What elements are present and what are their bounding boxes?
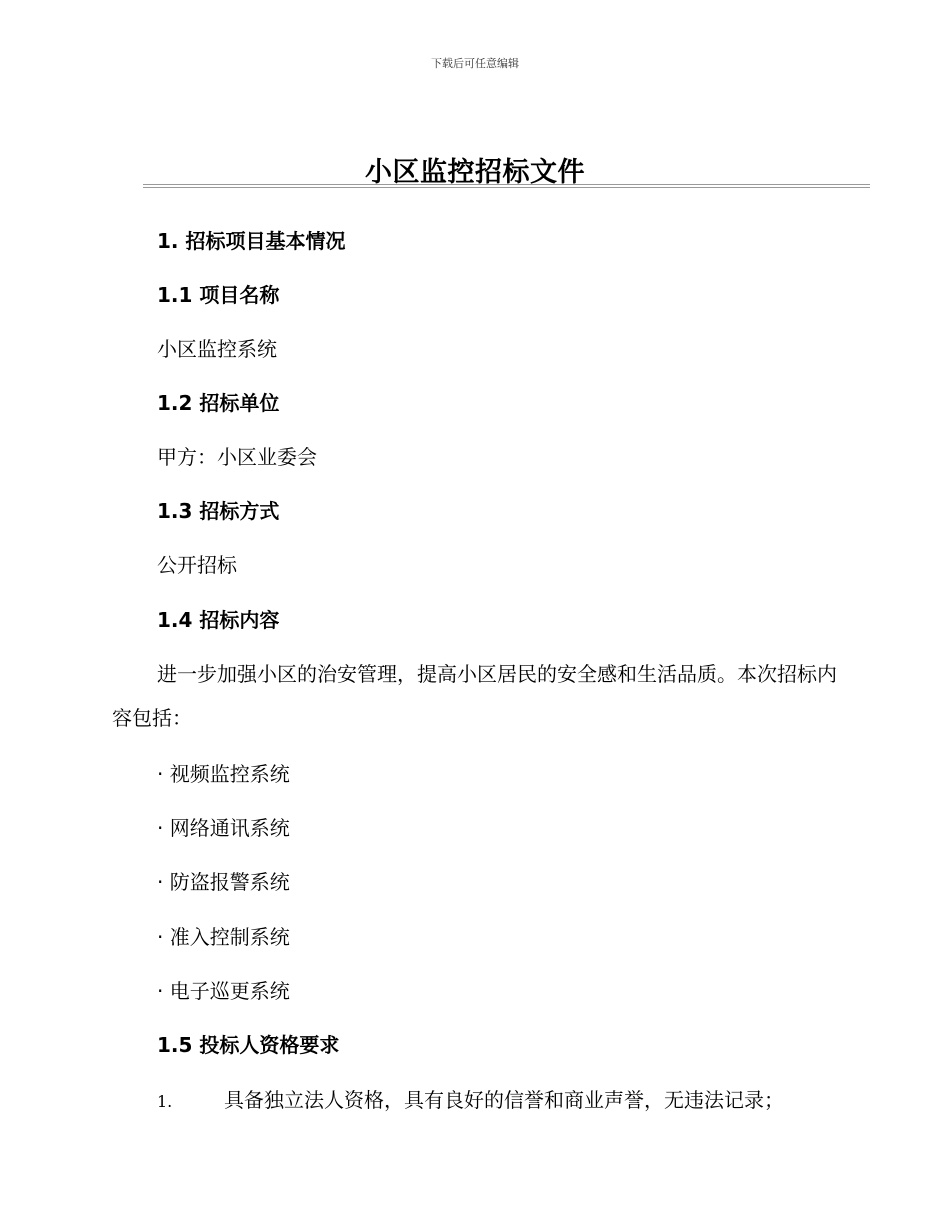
- tender-method-text: 公开招标: [157, 553, 237, 577]
- tender-unit-text: 甲方：小区业委会: [157, 445, 317, 469]
- section-heading-1: 1. 招标项目基本情况: [157, 229, 346, 253]
- section-heading-1-4: 1.4 招标内容: [157, 608, 280, 632]
- requirement-number: 1.: [157, 1092, 173, 1111]
- tender-content-paragraph: 进一步加强小区的治安管理，提高小区居民的安全感和生活品质。本次招标内容包括：: [112, 662, 837, 730]
- requirement-text: 具备独立法人资格，具有良好的信誉和商业声誉，无违法记录；: [224, 1088, 784, 1112]
- header-note: 下载后可任意编辑: [431, 57, 519, 70]
- requirement-item: [157, 1088, 784, 1114]
- document-title: 小区监控招标文件: [365, 157, 585, 188]
- list-item: · 防盗报警系统: [157, 870, 290, 894]
- section-heading-1-2: 1.2 招标单位: [157, 391, 280, 415]
- section-heading-1-5: 1.5 投标人资格要求: [157, 1033, 340, 1057]
- title-divider: [143, 184, 870, 188]
- section-heading-1-1: 1.1 项目名称: [157, 283, 280, 307]
- list-item: · 视频监控系统: [157, 762, 290, 786]
- project-name-text: 小区监控系统: [157, 337, 277, 361]
- list-item: · 准入控制系统: [157, 925, 290, 949]
- list-item: · 网络通讯系统: [157, 816, 290, 840]
- section-heading-1-3: 1.3 招标方式: [157, 499, 280, 523]
- list-item: · 电子巡更系统: [157, 979, 290, 1003]
